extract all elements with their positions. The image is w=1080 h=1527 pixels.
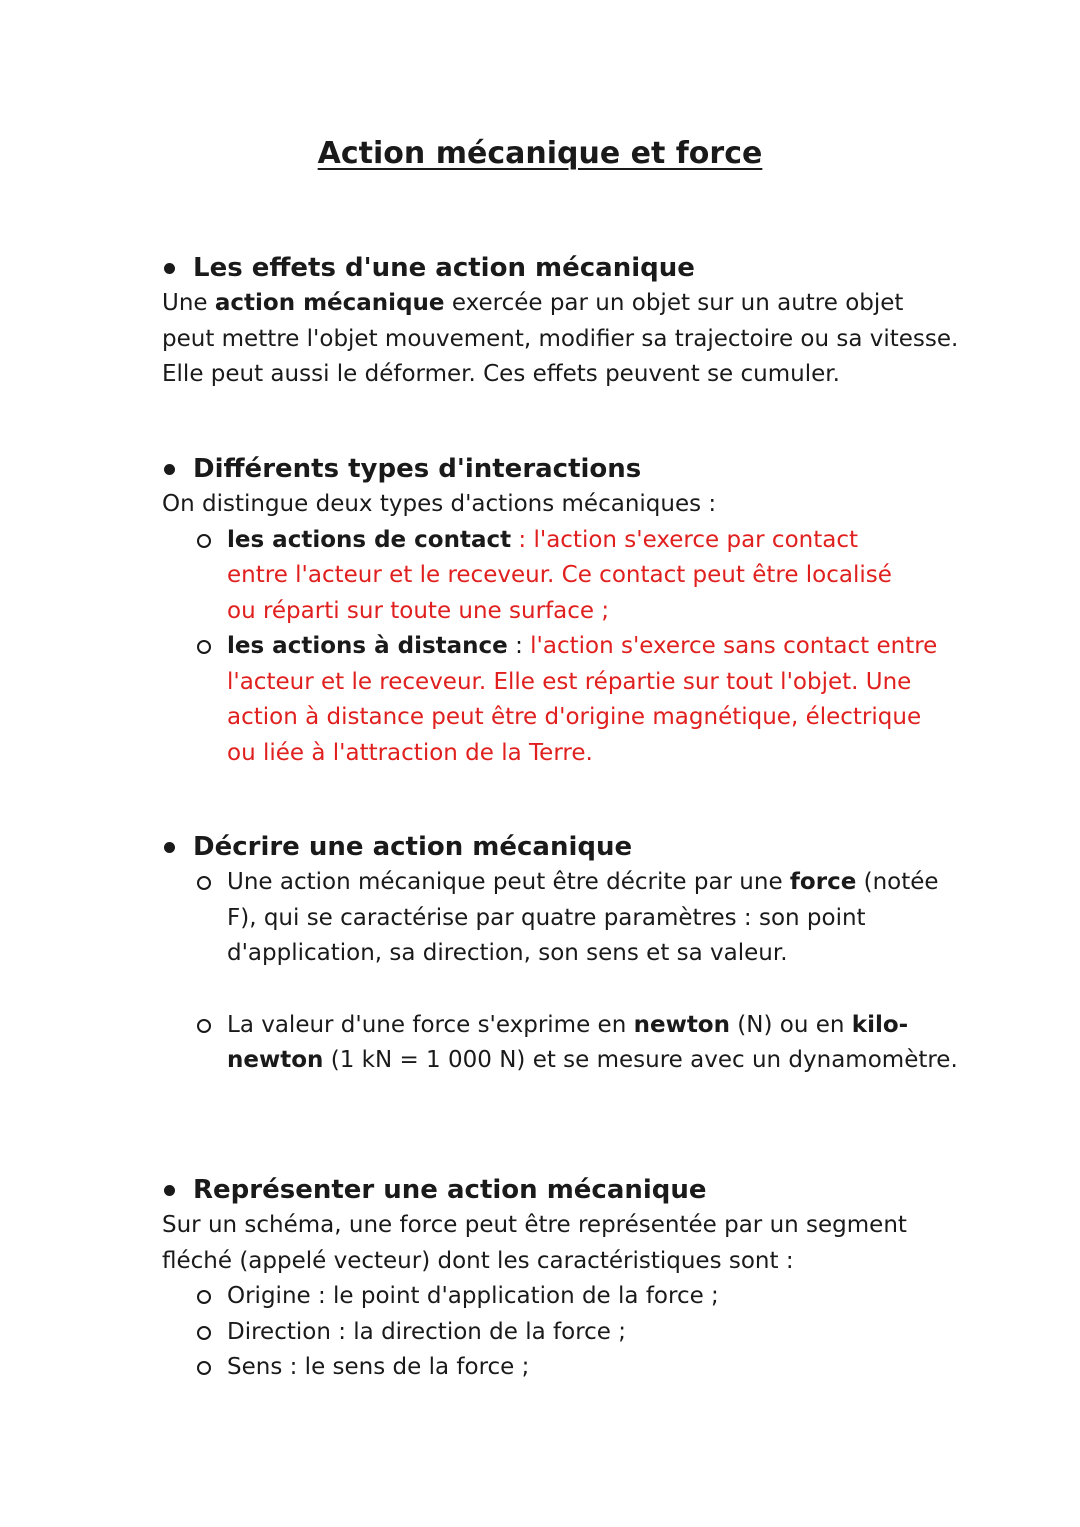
section-heading: Les effets d'une action mécanique [160, 250, 962, 286]
circle-bullet-icon [197, 1361, 211, 1375]
list-item: Direction : la direction de la force ; [162, 1315, 962, 1351]
bullet-icon [164, 842, 175, 853]
circle-bullet-icon [197, 1290, 211, 1304]
list-item: les actions de contact : l'action s'exerce par contact entre l'acteur et le receveur. Ce contact peut être localisé ou réparti sur toute une surface ; [162, 523, 917, 630]
section-effects [162, 250, 962, 393]
paragraph: On distingue deux types d'actions mécaniques : [162, 491, 717, 517]
section-describe [162, 829, 962, 1079]
section-interaction-types [162, 451, 962, 771]
list-item: Origine : le point d'application de la force ; [162, 1279, 962, 1315]
bullet-icon [164, 1185, 175, 1196]
circle-bullet-icon [197, 640, 211, 654]
list-item: Une action mécanique peut être décrite par une force (notée F), qui se caractérise par quatre paramètres : son point d'application, sa direction, son sens et sa valeur. [162, 865, 962, 972]
paragraph: Sur un schéma, une force peut être représentée par un segment fléché (appelé vecteur) dont les caractéristiques sont : [162, 1212, 907, 1274]
section-heading: Différents types d'interactions [160, 451, 962, 487]
list-item: Sens : le sens de la force ; [162, 1350, 962, 1386]
section-heading: Décrire une action mécanique [160, 829, 962, 865]
list-item: les actions à distance : l'action s'exerce sans contact entre l'acteur et le receveur. Elle est répartie sur tout l'objet. Une action à distance peut être d'origine magnétique, électrique ou liée à l'attraction de la Terre. [162, 629, 947, 771]
circle-bullet-icon [197, 534, 211, 548]
circle-bullet-icon [197, 876, 211, 890]
list-item: La valeur d'une force s'exprime en newton (N) ou en kilo-newton (1 kN = 1 000 N) et se mesure avec un dynamomètre. [162, 1008, 962, 1079]
circle-bullet-icon [197, 1019, 211, 1033]
section-heading: Représenter une action mécanique [160, 1172, 962, 1208]
bullet-icon [164, 263, 175, 274]
circle-bullet-icon [197, 1326, 211, 1340]
page-title: Action mécanique et force [317, 136, 763, 171]
section-represent [162, 1172, 962, 1386]
paragraph: Une action mécanique exercée par un objet sur un autre objet peut mettre l'objet mouvement, modifier sa trajectoire ou sa vitesse. Elle peut aussi le déformer. Ces effets peuvent se cumuler. [162, 290, 959, 387]
bullet-icon [164, 464, 175, 475]
